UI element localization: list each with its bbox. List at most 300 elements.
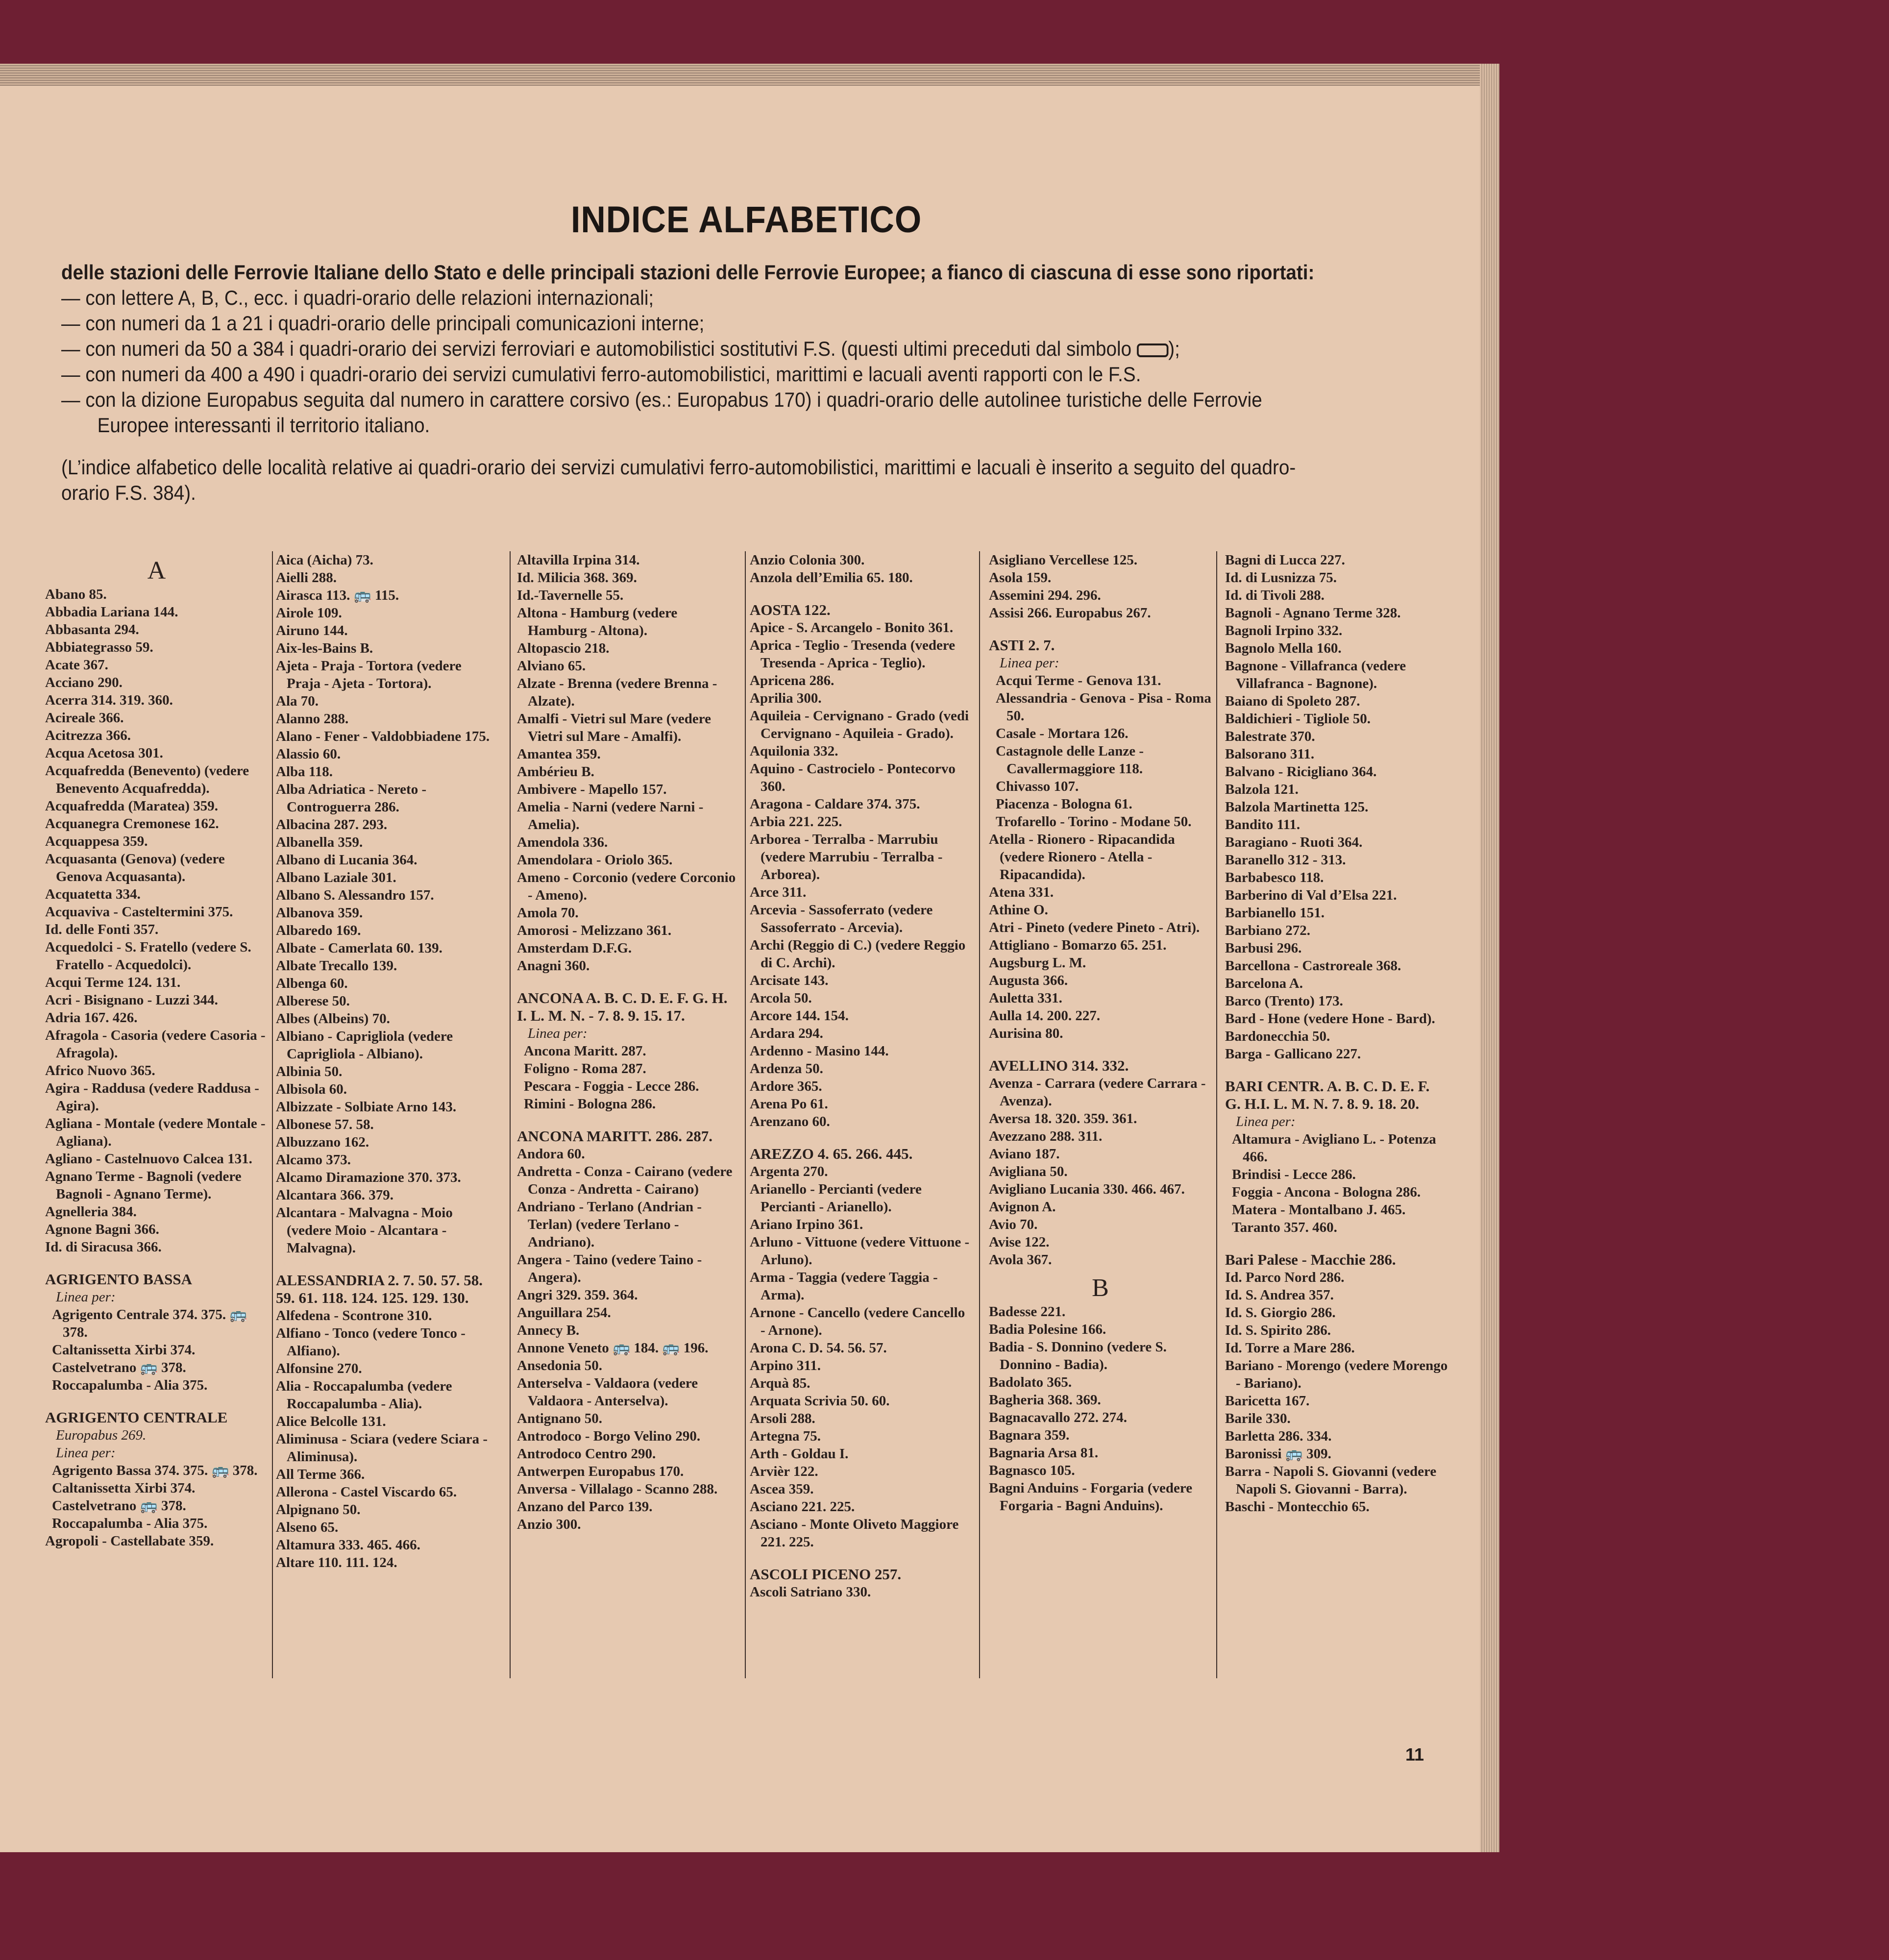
index-entry: Avignon A. xyxy=(989,1199,1056,1215)
index-note: Europabus 269. xyxy=(56,1427,147,1443)
index-entry: Amorosi - Melizzano 361. xyxy=(517,923,672,938)
index-entry: Atella - Rionero - Ripacandida (vedere Rionero - Atella - Ripacandida). xyxy=(989,832,1175,882)
index-note: Linea per: xyxy=(1236,1114,1296,1129)
index-entry: Bard - Hone (vedere Hone - Bard). xyxy=(1225,1011,1435,1027)
index-entry: Baiano di Spoleto 287. xyxy=(1225,693,1360,709)
index-entry: Trofarello - Torino - Modane 50. xyxy=(996,814,1192,830)
index-entry: Arcore 144. 154. xyxy=(750,1008,849,1024)
index-entry: Aica (Aicha) 73. xyxy=(276,552,373,568)
index-entry: Avenza - Carrara (vedere Carrara - Avenza). xyxy=(989,1076,1206,1109)
index-entry: Acciano 290. xyxy=(45,675,123,690)
intro-lead: delle stazioni delle Ferrovie Italiane dello Stato e delle principali stazioni delle Ferrovie Europee; a fianco di ciascuna di esse sono riportati: xyxy=(61,261,1315,284)
index-entry: Barga - Gallicano 227. xyxy=(1225,1046,1361,1062)
index-entry: Bagnaria Arsa 81. xyxy=(989,1445,1099,1461)
index-entry: Agnano Terme - Bagnoli (vedere Bagnoli - Agnano Terme). xyxy=(45,1169,242,1202)
index-heading: AGRIGENTO CENTRALE xyxy=(45,1409,228,1426)
index-entry: Id. S. Andrea 357. xyxy=(1225,1287,1334,1303)
index-entry: Badia Polesine 166. xyxy=(989,1322,1106,1337)
index-entry: Caltanissetta Xirbi 374. xyxy=(52,1480,196,1496)
index-entry: Foggia - Ancona - Bologna 286. xyxy=(1232,1184,1421,1200)
index-entry: Ansedonia 50. xyxy=(517,1358,603,1373)
index-entry: Alice Belcolle 131. xyxy=(276,1414,386,1429)
index-entry: Caltanissetta Xirbi 374. xyxy=(52,1342,196,1358)
index-entry: Acquanegra Cremonese 162. xyxy=(45,816,219,832)
index-entry: Ameno - Corconio (vedere Corconio - Ameno). xyxy=(517,870,736,903)
index-entry: Foligno - Roma 287. xyxy=(524,1061,646,1077)
index-entry: Agliana - Montale (vedere Montale - Agliana). xyxy=(45,1116,266,1149)
index-entry: Antrodoco - Borgo Velino 290. xyxy=(517,1428,701,1444)
index-entry: Matera - Montalbano J. 465. xyxy=(1232,1202,1406,1218)
index-entry: Albisola 60. xyxy=(276,1081,347,1097)
index-entry: Abbadia Lariana 144. xyxy=(45,604,178,620)
index-entry: Acquatetta 334. xyxy=(45,886,141,902)
index-entry: Anterselva - Valdaora (vedere Valdaora - Anterselva). xyxy=(517,1375,698,1409)
index-entry: Brindisi - Lecce 286. xyxy=(1232,1167,1356,1182)
index-entry: Augusta 366. xyxy=(989,973,1068,988)
index-entry: Balzola 121. xyxy=(1225,782,1299,797)
index-entry: Bagni di Lucca 227. xyxy=(1225,552,1345,568)
index-entry: Antwerpen Europabus 170. xyxy=(517,1464,684,1479)
index-entry: Arena Po 61. xyxy=(750,1096,828,1112)
index-entry: Archi (Reggio di C.) (vedere Reggio di C. Archi). xyxy=(750,937,966,971)
index-entry: Bagnara 359. xyxy=(989,1427,1070,1443)
index-entry: Ajeta - Praja - Tortora (vedere Praja - Ajeta - Tortora). xyxy=(276,658,462,691)
index-entry: Albano S. Alessandro 157. xyxy=(276,887,434,903)
index-entry: Acquasanta (Genova) (vedere Genova Acquasanta). xyxy=(45,851,225,884)
index-entry: Roccapalumba - Alia 375. xyxy=(52,1516,208,1531)
index-entry: Albano Laziale 301. xyxy=(276,870,396,885)
index-entry: Atena 331. xyxy=(989,884,1054,900)
index-entry: Aielli 288. xyxy=(276,570,337,586)
intro-item xyxy=(61,336,1324,362)
index-entry: Anzola dell’Emilia 65. 180. xyxy=(750,570,913,586)
column-divider xyxy=(1216,551,1217,1678)
index-entry: Badia - S. Donnino (vedere S. Donnino - Badia). xyxy=(989,1339,1167,1372)
index-column-4 xyxy=(750,551,973,1601)
index-entry: Arluno - Vittuone (vedere Vittuone - Arluno). xyxy=(750,1234,970,1268)
index-entry: Arenzano 60. xyxy=(750,1114,830,1129)
intro-item: — con numeri da 1 a 21 i quadri-orario delle principali comunicazioni interne; xyxy=(61,312,705,335)
index-entry: Ascoli Satriano 330. xyxy=(750,1584,871,1600)
page-stack-side-edge xyxy=(1480,64,1499,1852)
index-entry: Avola 367. xyxy=(989,1252,1052,1268)
index-entry: Alcantara - Malvagna - Moio (vedere Moio - Alcantara - Malvagna). xyxy=(276,1205,453,1256)
index-entry: Acireale 366. xyxy=(45,710,124,726)
index-entry: Id.-Tavernelle 55. xyxy=(517,588,624,603)
index-entry: Barbianello 151. xyxy=(1225,905,1325,921)
index-entry: Barile 330. xyxy=(1225,1411,1291,1426)
index-entry: Castelvetrano 🚌 378. xyxy=(52,1360,186,1375)
index-entry: Baragiano - Ruoti 364. xyxy=(1225,834,1363,850)
intro-item-text: — con numeri da 50 a 384 i quadri-orario dei servizi ferroviari e automobilistici sostitutivi F.S. (questi ultimi preceduti dal simbolo xyxy=(61,337,1132,360)
index-entry: Abbasanta 294. xyxy=(45,622,139,637)
index-entry: Airole 109. xyxy=(276,605,342,621)
index-entry: Alcantara 366. 379. xyxy=(276,1187,394,1203)
index-entry: Id. di Tivoli 288. xyxy=(1225,588,1325,603)
index-entry: Bardonecchia 50. xyxy=(1225,1029,1330,1044)
index-entry: Ambérieu B. xyxy=(517,764,594,780)
index-entry: Id. di Siracusa 366. xyxy=(45,1239,162,1255)
column-divider xyxy=(745,551,746,1678)
index-entry: Aix-les-Bains B. xyxy=(276,640,373,656)
index-entry: Agliano - Castelnuovo Calcea 131. xyxy=(45,1151,252,1167)
index-entry: Ariano Irpino 361. xyxy=(750,1217,863,1232)
index-entry: Bagnolo Mella 160. xyxy=(1225,640,1342,656)
index-entry: Roccapalumba - Alia 375. xyxy=(52,1377,208,1393)
index-entry: Arvièr 122. xyxy=(750,1464,818,1479)
intro-block xyxy=(61,260,1324,506)
index-entry: Aurisina 80. xyxy=(989,1026,1063,1041)
index-entry: Albuzzano 162. xyxy=(276,1134,369,1150)
index-entry: Alcamo Diramazione 370. 373. xyxy=(276,1170,461,1185)
index-entry: Altamura - Avigliano L. - Potenza 466. xyxy=(1232,1131,1436,1165)
index-entry: Arborea - Terralba - Marrubiu (vedere Marrubiu - Terralba - Arborea). xyxy=(750,832,943,882)
index-entry: Bagni Anduins - Forgaria (vedere Forgaria - Bagni Anduins). xyxy=(989,1480,1193,1514)
index-column-5 xyxy=(989,551,1212,1515)
index-entry: Altona - Hamburg (vedere Hamburg - Altona). xyxy=(517,605,678,638)
index-heading: AGRIGENTO BASSA xyxy=(45,1271,193,1288)
index-entry: Acquafredda (Benevento) (vedere Benevento Acquafredda). xyxy=(45,763,249,796)
index-entry: Asciano - Monte Oliveto Maggiore 221. 225. xyxy=(750,1517,959,1550)
index-entry: Andora 60. xyxy=(517,1146,585,1162)
index-entry: Airuno 144. xyxy=(276,623,348,638)
index-entry: Barberino di Val d’Elsa 221. xyxy=(1225,887,1397,903)
index-entry: Aragona - Caldare 374. 375. xyxy=(750,796,920,812)
index-entry: Baschi - Montecchio 65. xyxy=(1225,1499,1370,1515)
index-entry: Arce 311. xyxy=(750,884,807,900)
index-entry: Alpignano 50. xyxy=(276,1502,361,1518)
index-entry: Amsterdam D.F.G. xyxy=(517,940,632,956)
index-entry: Balzola Martinetta 125. xyxy=(1225,799,1369,815)
index-heading: AREZZO 4. 65. 266. 445. xyxy=(750,1145,913,1162)
index-entry: Albinia 50. xyxy=(276,1064,343,1079)
index-heading: BARI CENTR. A. B. C. D. E. F. G. H.I. L. M. N. 7. 8. 9. 18. 20. xyxy=(1225,1078,1430,1112)
index-entry: Ancona Maritt. 287. xyxy=(524,1043,646,1059)
index-entry: Alba 118. xyxy=(276,764,333,780)
index-entry: Ardore 365. xyxy=(750,1078,822,1094)
index-entry: Id. Torre a Mare 286. xyxy=(1225,1340,1355,1356)
index-entry: Barbiano 272. xyxy=(1225,923,1311,938)
index-entry: Abano 85. xyxy=(45,587,107,602)
index-entry: Barbusi 296. xyxy=(1225,940,1302,956)
index-entry: Anversa - Villalago - Scanno 288. xyxy=(517,1481,718,1497)
index-entry: Altare 110. 111. 124. xyxy=(276,1555,397,1570)
index-entry: Arsoli 288. xyxy=(750,1411,815,1426)
index-entry: Id. di Lusnizza 75. xyxy=(1225,570,1337,586)
page-title: INDICE ALFABETICO xyxy=(571,199,922,241)
intro-note: (L’indice alfabetico delle località relative ai quadri-orario dei servizi cumulativi ferro-automobilistici, marittimi e lacuali è inserito a seguito del quadro-orario F.S. 384). xyxy=(61,456,1296,504)
index-entry: Alba Adriatica - Nereto - Controguerra 286. xyxy=(276,782,427,815)
index-entry: Anzio 300. xyxy=(517,1517,581,1532)
index-entry: Id. S. Spirito 286. xyxy=(1225,1323,1331,1338)
index-entry: Ardenza 50. xyxy=(750,1061,823,1077)
index-entry: Acquappesa 359. xyxy=(45,833,148,849)
index-entry: Castelvetrano 🚌 378. xyxy=(52,1498,186,1514)
index-entry: Barcelona A. xyxy=(1225,976,1303,991)
index-entry: Agnelleria 384. xyxy=(45,1204,137,1220)
index-entry: Alessandria - Genova - Pisa - Roma 50. xyxy=(996,690,1211,724)
index-entry: Id. Parco Nord 286. xyxy=(1225,1270,1345,1285)
index-entry: Artegna 75. xyxy=(750,1428,821,1444)
index-entry: Aquilonia 332. xyxy=(750,743,838,759)
index-entry: Anguillara 254. xyxy=(517,1305,611,1321)
index-entry: Acquedolci - S. Fratello (vedere S. Fratello - Acquedolci). xyxy=(45,939,251,973)
index-entry: Bagheria 368. 369. xyxy=(989,1392,1101,1408)
index-entry: Alfiano - Tonco (vedere Tonco - Alfiano). xyxy=(276,1325,466,1359)
index-entry: Amantea 359. xyxy=(517,746,601,762)
index-entry: Albonese 57. 58. xyxy=(276,1117,374,1132)
index-entry: Barbabesco 118. xyxy=(1225,870,1324,885)
index-entry: Alassio 60. xyxy=(276,746,341,762)
index-entry: Asciano 221. 225. xyxy=(750,1499,855,1515)
index-entry: Bariano - Morengo (vedere Morengo - Bariano). xyxy=(1225,1358,1448,1391)
index-entry: Balestrate 370. xyxy=(1225,729,1315,744)
index-entry: Avio 70. xyxy=(989,1217,1038,1232)
index-entry: Aviano 187. xyxy=(989,1146,1060,1162)
index-entry: Aversa 18. 320. 359. 361. xyxy=(989,1111,1137,1127)
index-entry: Acate 367. xyxy=(45,657,108,673)
index-entry: Arnone - Cancello (vedere Cancello - Arnone). xyxy=(750,1305,965,1338)
index-heading: ALESSANDRIA 2. 7. 50. 57. 58. 59. 61. 118. 124. 125. 129. 130. xyxy=(276,1272,483,1306)
page-number: 11 xyxy=(1405,1744,1424,1764)
index-entry: Agropoli - Castellabate 359. xyxy=(45,1533,214,1549)
index-entry: Acerra 314. 319. 360. xyxy=(45,692,173,708)
index-entry: Barra - Napoli S. Giovanni (vedere Napoli S. Giovanni - Barra). xyxy=(1225,1464,1437,1497)
index-note: Linea per: xyxy=(1000,655,1059,671)
index-heading: ASTI 2. 7. xyxy=(989,637,1055,654)
index-entry: All Terme 366. xyxy=(276,1467,365,1482)
index-entry: Bagnasco 105. xyxy=(989,1463,1075,1478)
index-entry: Arquata Scrivia 50. 60. xyxy=(750,1393,890,1409)
index-entry: Annone Veneto 🚌 184. 🚌 196. xyxy=(517,1340,709,1356)
index-heading: Bari Palese - Macchie 286. xyxy=(1225,1251,1396,1268)
index-entry: Anagni 360. xyxy=(517,958,590,974)
index-note: Linea per: xyxy=(528,1026,588,1041)
index-entry: Alfedena - Scontrone 310. xyxy=(276,1308,432,1323)
index-entry: Acquaviva - Casteltermini 375. xyxy=(45,904,233,920)
index-entry: Ardara 294. xyxy=(750,1026,823,1041)
index-entry: Amelia - Narni (vedere Narni - Amelia). xyxy=(517,799,704,833)
index-entry: Amola 70. xyxy=(517,905,579,921)
index-entry: Rimini - Bologna 286. xyxy=(524,1096,656,1112)
index-entry: Id. Milicia 368. 369. xyxy=(517,570,637,586)
index-note: Linea per: xyxy=(56,1445,116,1461)
index-entry: Arth - Goldau I. xyxy=(750,1446,849,1462)
index-entry: Arcisate 143. xyxy=(750,973,829,988)
index-entry: Baldichieri - Tigliole 50. xyxy=(1225,711,1371,727)
index-entry: Alfonsine 270. xyxy=(276,1361,362,1376)
index-entry: Asola 159. xyxy=(989,570,1052,586)
index-entry: Barcellona - Castroreale 368. xyxy=(1225,958,1401,974)
index-column-6 xyxy=(1225,551,1448,1516)
index-entry: Balsorano 311. xyxy=(1225,746,1315,762)
index-entry: Alia - Roccapalumba (vedere Roccapalumba - Alia). xyxy=(276,1378,452,1412)
index-entry: Pescara - Foggia - Lecce 286. xyxy=(524,1078,699,1094)
index-entry: Acri - Bisignano - Luzzi 344. xyxy=(45,992,218,1008)
index-entry: Allerona - Castel Viscardo 65. xyxy=(276,1484,457,1500)
index-entry: Anzano del Parco 139. xyxy=(517,1499,653,1515)
index-entry: Aquino - Castrocielo - Pontecorvo 360. xyxy=(750,761,956,794)
index-entry: Albes (Albeins) 70. xyxy=(276,1011,390,1027)
section-letter: A xyxy=(147,557,166,585)
index-entry: Ascea 359. xyxy=(750,1481,814,1497)
index-entry: Alano - Fener - Valdobbiadene 175. xyxy=(276,729,490,744)
index-heading: AOSTA 122. xyxy=(750,601,831,618)
index-entry: Avezzano 288. 311. xyxy=(989,1128,1103,1144)
index-entry: Ala 70. xyxy=(276,693,319,709)
index-entry: Altamura 333. 465. 466. xyxy=(276,1537,420,1553)
index-entry: Bagnoli Irpino 332. xyxy=(1225,623,1343,638)
index-entry: Attigliano - Bomarzo 65. 251. xyxy=(989,937,1167,953)
index-entry: Albanova 359. xyxy=(276,905,363,921)
index-entry: Agira - Raddusa (vedere Raddusa - Agira). xyxy=(45,1080,259,1114)
index-entry: Agrigento Centrale 374. 375. 🚌 378. xyxy=(52,1307,247,1340)
index-entry: Afragola - Casoria (vedere Casoria - Afragola). xyxy=(45,1028,266,1061)
index-entry: Amendola 336. xyxy=(517,834,608,850)
index-entry: Taranto 357. 460. xyxy=(1232,1220,1337,1235)
index-entry: Aquileia - Cervignano - Grado (vedi Cervignano - Aquileia - Grado). xyxy=(750,708,969,741)
index-entry: Abbiategrasso 59. xyxy=(45,639,153,655)
index-entry: Airasca 113. 🚌 115. xyxy=(276,588,399,603)
index-entry: Andretta - Conza - Cairano (vedere Conza - Andretta - Cairano) xyxy=(517,1164,733,1197)
index-heading: ANCONA MARITT. 286. 287. xyxy=(517,1127,712,1145)
index-entry: Albizzate - Solbiate Arno 143. xyxy=(276,1099,457,1115)
index-entry: Alviano 65. xyxy=(517,658,586,674)
column-divider xyxy=(272,551,273,1678)
index-entry: Baranello 312 - 313. xyxy=(1225,852,1346,868)
index-entry: Avise 122. xyxy=(989,1234,1050,1250)
index-entry: Castagnole delle Lanze - Cavallermaggiore 118. xyxy=(996,743,1144,777)
index-entry: Alcamo 373. xyxy=(276,1152,351,1168)
column-divider xyxy=(979,551,980,1678)
index-entry: Anzio Colonia 300. xyxy=(750,552,865,568)
index-note: Linea per: xyxy=(56,1289,116,1305)
index-entry: Amendolara - Oriolo 365. xyxy=(517,852,673,868)
index-entry: Angri 329. 359. 364. xyxy=(517,1287,638,1303)
index-entry: Acqui Terme - Genova 131. xyxy=(996,673,1161,688)
index-entry: Altopascio 218. xyxy=(517,640,610,656)
index-entry: Acqua Acetosa 301. xyxy=(45,745,163,761)
index-entry: Avigliano Lucania 330. 466. 467. xyxy=(989,1181,1185,1197)
intro-item: — con lettere A, B, C., ecc. i quadri-orario delle relazioni internazionali; xyxy=(61,286,654,309)
index-entry: Arcevia - Sassoferrato (vedere Sassoferrato - Arcevia). xyxy=(750,902,933,935)
intro-item-tail: ); xyxy=(1168,337,1180,360)
index-entry: Altavilla Irpina 314. xyxy=(517,552,640,568)
index-entry: Assemini 294. 296. xyxy=(989,588,1101,603)
index-entry: Antignano 50. xyxy=(517,1411,603,1426)
index-entry: Albiano - Caprigliola (vedere Caprigliola - Albiano). xyxy=(276,1029,453,1062)
index-entry: Aprica - Teglio - Tresenda (vedere Tresenda - Aprica - Teglio). xyxy=(750,637,956,671)
index-column-1 xyxy=(45,551,268,1550)
index-heading: AVELLINO 314. 332. xyxy=(989,1057,1129,1074)
index-entry: Argenta 270. xyxy=(750,1164,828,1179)
index-entry: Bagnacavallo 272. 274. xyxy=(989,1410,1127,1425)
index-entry: Badolato 365. xyxy=(989,1374,1072,1390)
index-entry: Angera - Taino (vedere Taino - Angera). xyxy=(517,1252,702,1285)
index-entry: Atri - Pineto (vedere Pineto - Atri). xyxy=(989,920,1200,935)
index-heading: ANCONA A. B. C. D. E. F. G. H. I. L. M. N. - 7. 8. 9. 15. 17. xyxy=(517,989,728,1024)
index-entry: Badesse 221. xyxy=(989,1304,1066,1320)
index-column-2 xyxy=(276,551,499,1571)
index-column-3 xyxy=(517,551,740,1533)
index-entry: Bagnone - Villafranca (vedere Villafranca - Bagnone). xyxy=(1225,658,1406,691)
index-entry: Chivasso 107. xyxy=(996,779,1079,794)
index-entry: Alzate - Brenna (vedere Brenna - Alzate). xyxy=(517,676,717,709)
index-heading: ASCOLI PICENO 257. xyxy=(750,1566,902,1583)
index-entry: Apricena 286. xyxy=(750,673,834,688)
index-entry: Baronissi 🚌 309. xyxy=(1225,1446,1331,1462)
index-entry: Albano di Lucania 364. xyxy=(276,852,417,868)
index-entry: Albenga 60. xyxy=(276,976,348,991)
index-entry: Augsburg L. M. xyxy=(989,955,1086,971)
index-entry: Balvano - Ricigliano 364. xyxy=(1225,764,1377,780)
index-entry: Albate Trecallo 139. xyxy=(276,958,397,974)
index-entry: Bandito 111. xyxy=(1225,817,1300,833)
index-entry: Barletta 286. 334. xyxy=(1225,1428,1332,1444)
index-entry: Athine O. xyxy=(989,902,1048,918)
index-entry: Assisi 266. Europabus 267. xyxy=(989,605,1151,621)
intro-item: — con numeri da 400 a 490 i quadri-orario dei servizi cumulativi ferro-automobilistici, marittimi e lacuali aventi rapporti con le F.S. xyxy=(61,363,1141,386)
index-entry: Arquà 85. xyxy=(750,1375,810,1391)
index-entry: Arona C. D. 54. 56. 57. xyxy=(750,1340,887,1356)
index-entry: Casale - Mortara 126. xyxy=(996,726,1128,741)
index-entry: Albanella 359. xyxy=(276,834,363,850)
index-entry: Id. delle Fonti 357. xyxy=(45,922,159,937)
index-entry: Aulla 14. 200. 227. xyxy=(989,1008,1101,1024)
index-entry: Asigliano Vercellese 125. xyxy=(989,552,1138,568)
section-letter: B xyxy=(1092,1274,1109,1302)
index-entry: Aliminusa - Sciara (vedere Sciara - Aliminusa). xyxy=(276,1431,488,1465)
index-entry: Acquafredda (Maratea) 359. xyxy=(45,798,219,814)
index-entry: Auletta 331. xyxy=(989,990,1062,1006)
index-entry: Annecy B. xyxy=(517,1323,580,1338)
index-entry: Albacina 287. 293. xyxy=(276,817,388,833)
index-entry: Id. S. Giorgio 286. xyxy=(1225,1305,1336,1321)
index-entry: Ardenno - Masino 144. xyxy=(750,1043,889,1059)
index-entry: Acitrezza 366. xyxy=(45,728,131,743)
index-entry: Alberese 50. xyxy=(276,993,350,1009)
bus-icon xyxy=(1137,343,1168,357)
index-entry: Africo Nuovo 365. xyxy=(45,1063,155,1078)
index-entry: Bagnoli - Agnano Terme 328. xyxy=(1225,605,1401,621)
index-entry: Alseno 65. xyxy=(276,1519,339,1535)
column-divider xyxy=(510,551,511,1678)
index-entry: Amalfi - Vietri sul Mare (vedere Vietri sul Mare - Amalfi). xyxy=(517,711,711,744)
index-entry: Albaredo 169. xyxy=(276,923,361,938)
index-entry: Alanno 288. xyxy=(276,711,349,727)
index-entry: Avigliana 50. xyxy=(989,1164,1068,1179)
index-entry: Arcola 50. xyxy=(750,990,812,1006)
index-entry: Acqui Terme 124. 131. xyxy=(45,975,181,990)
index-entry: Ambivere - Mapello 157. xyxy=(517,782,667,797)
index-entry: Adria 167. 426. xyxy=(45,1010,138,1026)
index-entry: Agnone Bagni 366. xyxy=(45,1222,159,1237)
index-entry: Barco (Trento) 173. xyxy=(1225,993,1343,1009)
intro-item: — con la dizione Europabus seguita dal numero in carattere corsivo (es.: Europabus 170) i quadri-orario delle autolinee turistiche delle Ferrovie Europee interessanti il territorio italiano. xyxy=(61,388,1262,437)
index-entry: Agrigento Bassa 374. 375. 🚌 378. xyxy=(52,1463,258,1478)
index-entry: Baricetta 167. xyxy=(1225,1393,1310,1409)
index-entry: Arpino 311. xyxy=(750,1358,821,1373)
index-entry: Arma - Taggia (vedere Taggia - Arma). xyxy=(750,1270,938,1303)
index-entry: Andriano - Terlano (Andrian - Terlan) (vedere Terlano - Andriano). xyxy=(517,1199,702,1250)
index-entry: Apice - S. Arcangelo - Bonito 361. xyxy=(750,620,954,636)
index-entry: Arbia 221. 225. xyxy=(750,814,842,830)
index-entry: Albate - Camerlata 60. 139. xyxy=(276,940,442,956)
index-entry: Piacenza - Bologna 61. xyxy=(996,796,1132,812)
index-entry: Aprilia 300. xyxy=(750,690,822,706)
index-entry: Arianello - Percianti (vedere Percianti - Arianello). xyxy=(750,1181,922,1215)
index-entry: Antrodoco Centro 290. xyxy=(517,1446,656,1462)
